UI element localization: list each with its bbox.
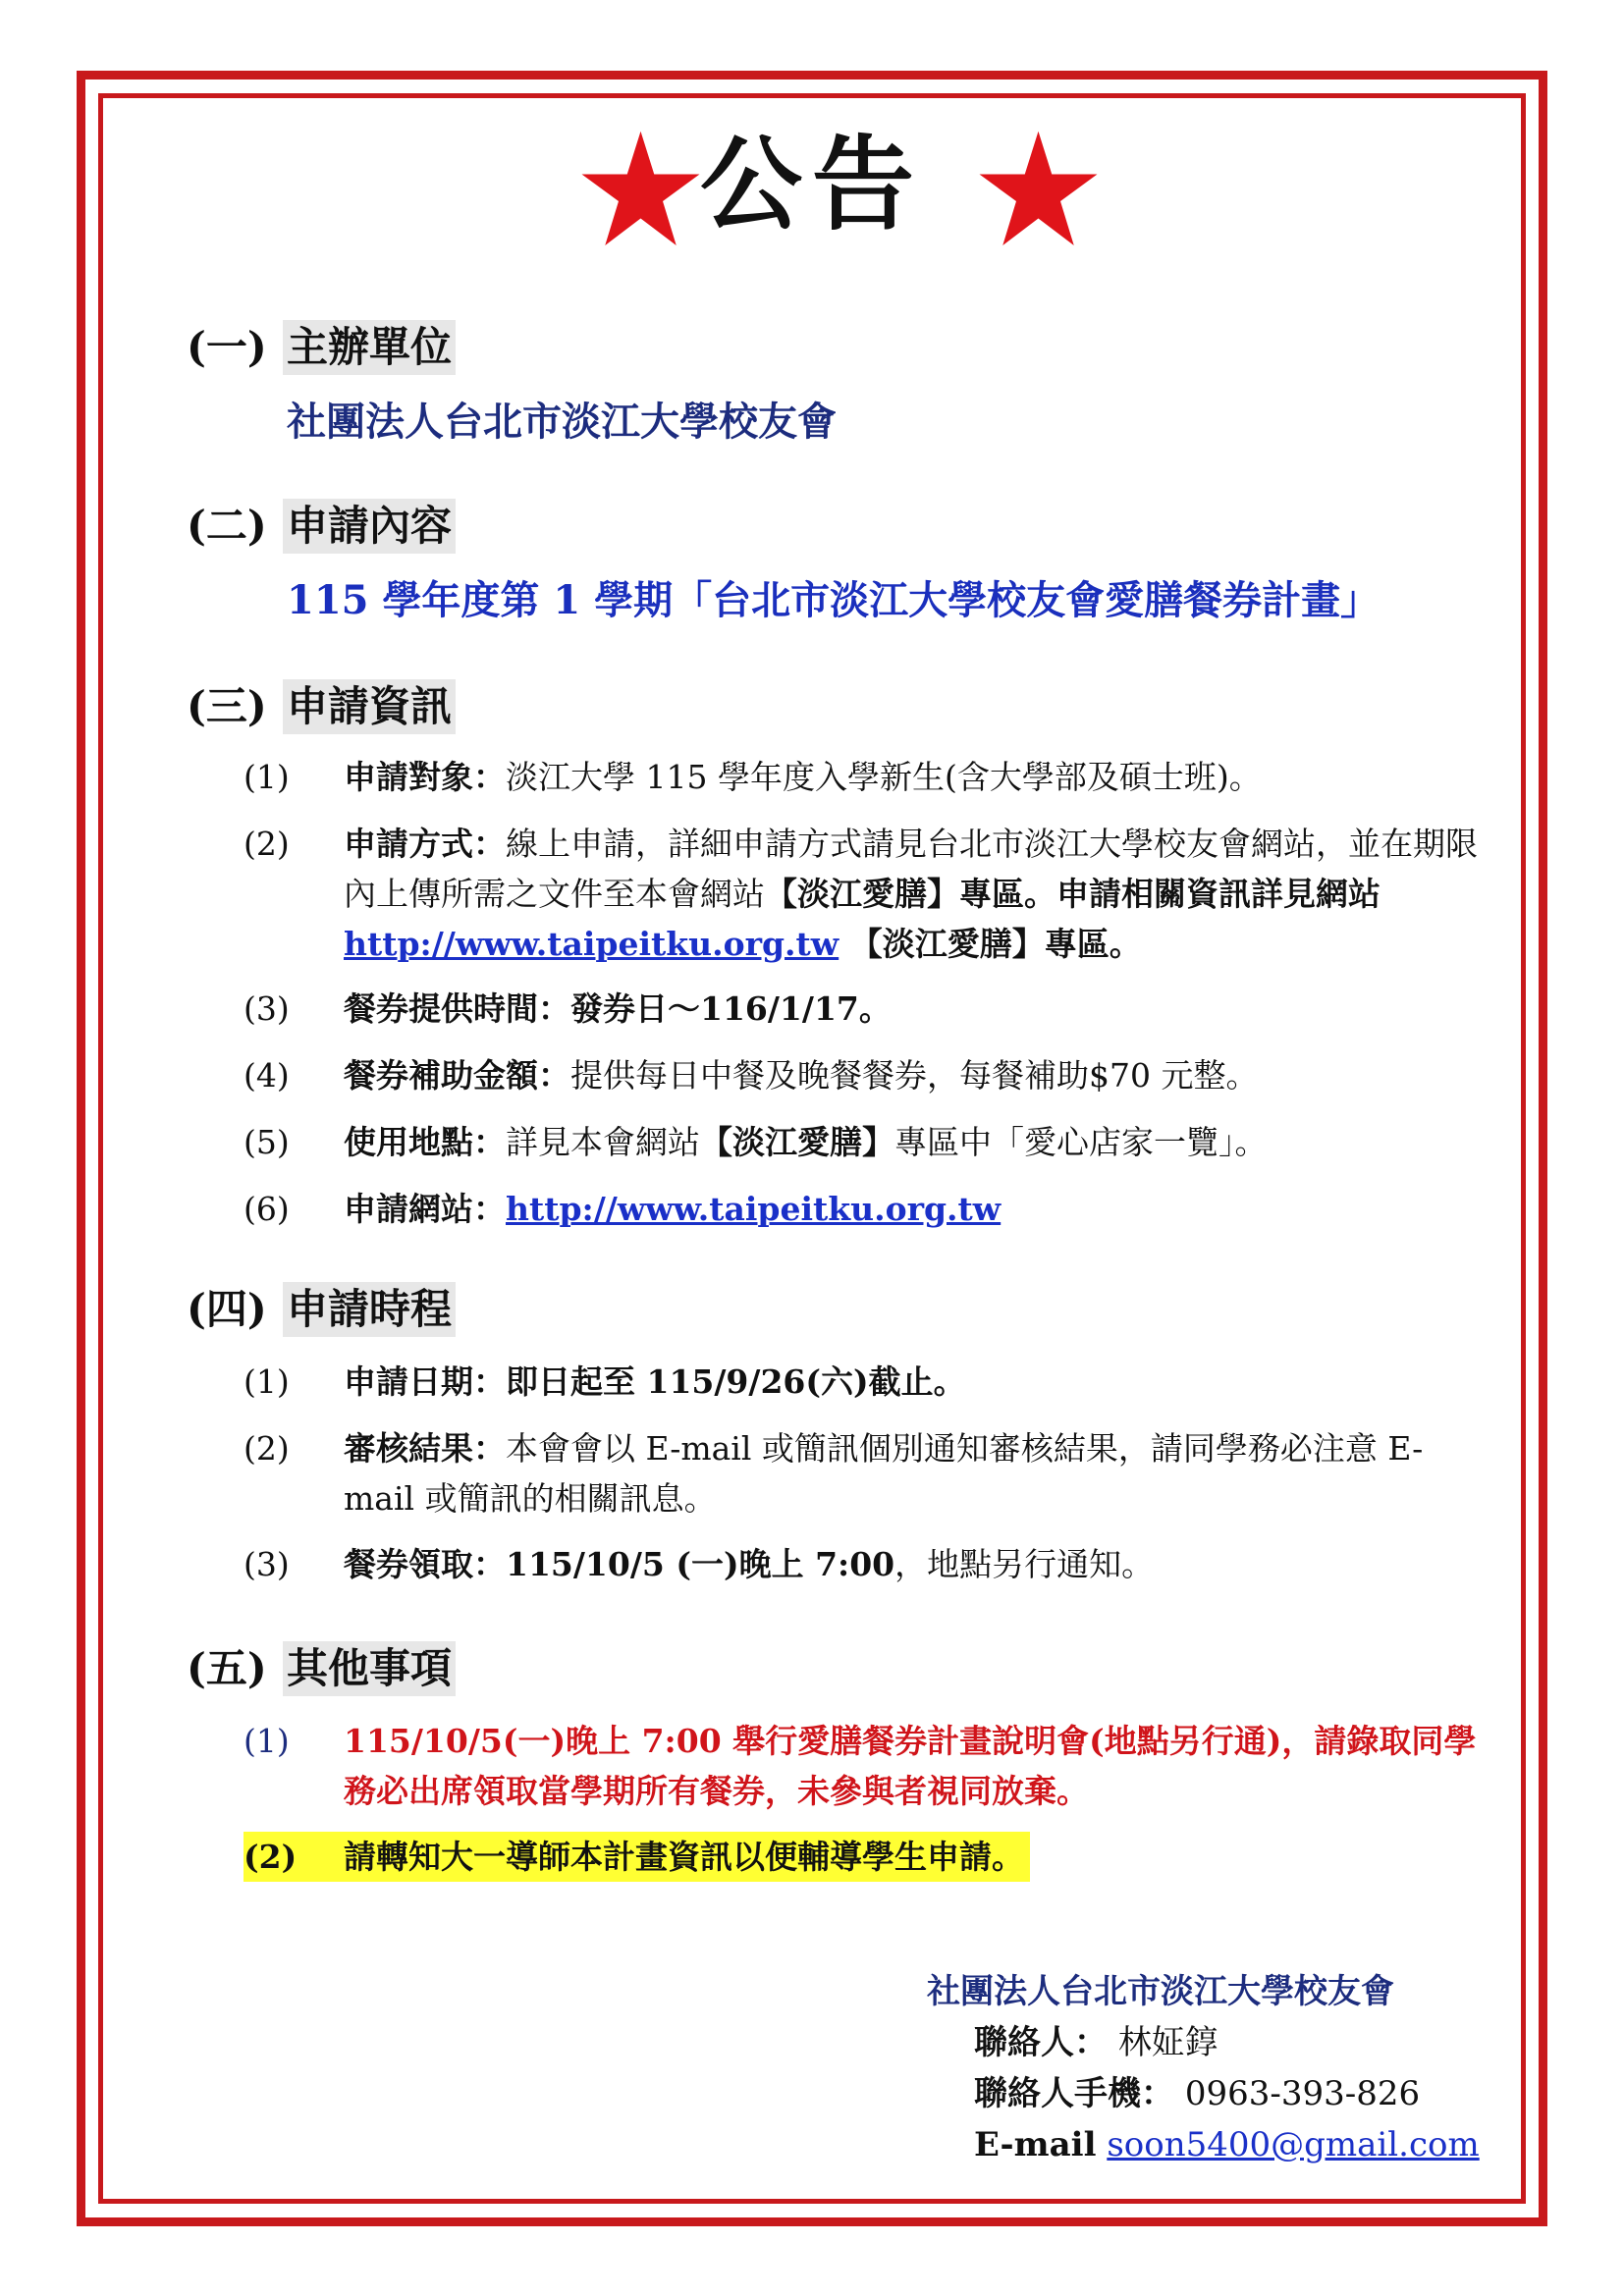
item-number: (1) (244, 758, 290, 796)
item-bold-text: 【淡江愛膳】專區。申請相關資訊詳見網站 (765, 875, 1380, 913)
item-text: 發券日～116/1/17。 (570, 989, 892, 1028)
item-number: (3) (244, 989, 290, 1028)
email-link[interactable]: soon5400@gmail.com (1107, 2125, 1480, 2164)
list-item (244, 1832, 1490, 1882)
item-text: 提供每日中餐及晚餐餐券，每餐補助$70 元整。 (570, 1056, 1259, 1095)
item-number: (3) (244, 1545, 290, 1583)
section-label: 申請時程 (283, 1282, 456, 1337)
section-number: (三) (187, 682, 267, 730)
signature-org: 社團法人台北市淡江大學校友會 (927, 1972, 1394, 2011)
website-link[interactable]: http://www.taipeitku.org.tw (344, 925, 839, 963)
item-text: 詳見本會網站 (506, 1123, 700, 1161)
section-label: 申請資訊 (283, 679, 456, 734)
phone-row (927, 2068, 1480, 2119)
item-number: (1) (244, 1722, 290, 1760)
section-label: 其他事項 (283, 1641, 456, 1696)
item-number: (2) (244, 1429, 290, 1468)
item-bold-text: 115/10/5 (一)晚上 7:00 (506, 1545, 895, 1583)
contact-row (927, 2017, 1480, 2068)
item-label: 使用地點： (344, 1123, 506, 1161)
section-number: (四) (187, 1285, 267, 1333)
contact-label: 聯絡人： (974, 2023, 1108, 2062)
item-label: 餐券領取： (344, 1545, 506, 1583)
section-number: (一) (187, 323, 267, 371)
item-text: 請轉知大一導師本計畫資訊以便輔導學生申請。 (344, 1838, 1024, 1876)
section-label: 申請內容 (283, 499, 456, 554)
item-text: 淡江大學 115 學年度入學新生(含大學部及碩士班)。 (506, 758, 1262, 796)
section-heading (187, 1282, 456, 1337)
item-number: (1) (244, 1362, 290, 1401)
item-label: 餐券提供時間： (344, 989, 570, 1028)
item-label: 申請方式： (344, 825, 506, 863)
item-number: (6) (244, 1190, 290, 1228)
section-heading (187, 499, 456, 554)
website-link[interactable]: http://www.taipeitku.org.tw (506, 1190, 1001, 1228)
phone-label: 聯絡人手機： (974, 2074, 1174, 2113)
item-number: (5) (244, 1123, 290, 1161)
phone-number: 0963-393-826 (1184, 2074, 1421, 2113)
alert-text: 115/10/5(一)晚上 7:00 舉行愛膳餐券計畫說明會(地點另行通)，請錄取同學務必出席領取當學期所有餐券，未參與者視同放棄。 (344, 1722, 1477, 1810)
item-label: 審核結果： (344, 1429, 506, 1468)
highlighted-note (244, 1832, 1030, 1882)
program-name: 115 學年度第 1 學期「台北市淡江大學校友會愛膳餐券計畫」 (287, 577, 1380, 623)
section-heading (187, 679, 456, 734)
section-number: (五) (187, 1644, 267, 1692)
contact-name: 林姃錞 (1117, 2023, 1218, 2062)
item-label: 申請日期： (344, 1362, 506, 1401)
section-number: (二) (187, 502, 267, 550)
item-label: 申請網站： (344, 1190, 506, 1228)
item-number: (4) (244, 1056, 290, 1095)
item-text: 專區中「愛心店家一覽」。 (894, 1123, 1268, 1161)
item-number: (2) (244, 1838, 298, 1876)
item-text: 即日起至 115/9/26(六)截止。 (506, 1362, 966, 1401)
item-text: 本會會以 E-mail 或簡訊個別通知審核結果，請同學務必注意 E-mail 或簡訊的相關訊息。 (344, 1429, 1424, 1518)
email-row (927, 2119, 1480, 2170)
star-icon (977, 128, 1100, 250)
signature-block (927, 1966, 1480, 2170)
item-bold-text: 【淡江愛膳】專區。 (839, 925, 1142, 963)
item-text: ，地點另行通知。 (894, 1545, 1155, 1583)
organizer-name: 社團法人台北市淡江大學校友會 (287, 399, 837, 445)
section-heading (187, 320, 456, 375)
item-label: 申請對象： (344, 758, 506, 796)
email-label: E-mail (974, 2125, 1097, 2164)
section-heading (187, 1641, 456, 1696)
item-number: (2) (244, 825, 290, 863)
item-text: 線上申請，詳細申請方式請見台北市淡江大學校友會網站，並在期限內上傳所需之文件至本會網站 (344, 825, 1478, 913)
page-title: 公告 (699, 124, 924, 244)
item-label: 餐券補助金額： (344, 1056, 570, 1095)
section-label: 主辦單位 (283, 320, 456, 375)
item-bold-text: 【淡江愛膳】 (700, 1123, 894, 1161)
